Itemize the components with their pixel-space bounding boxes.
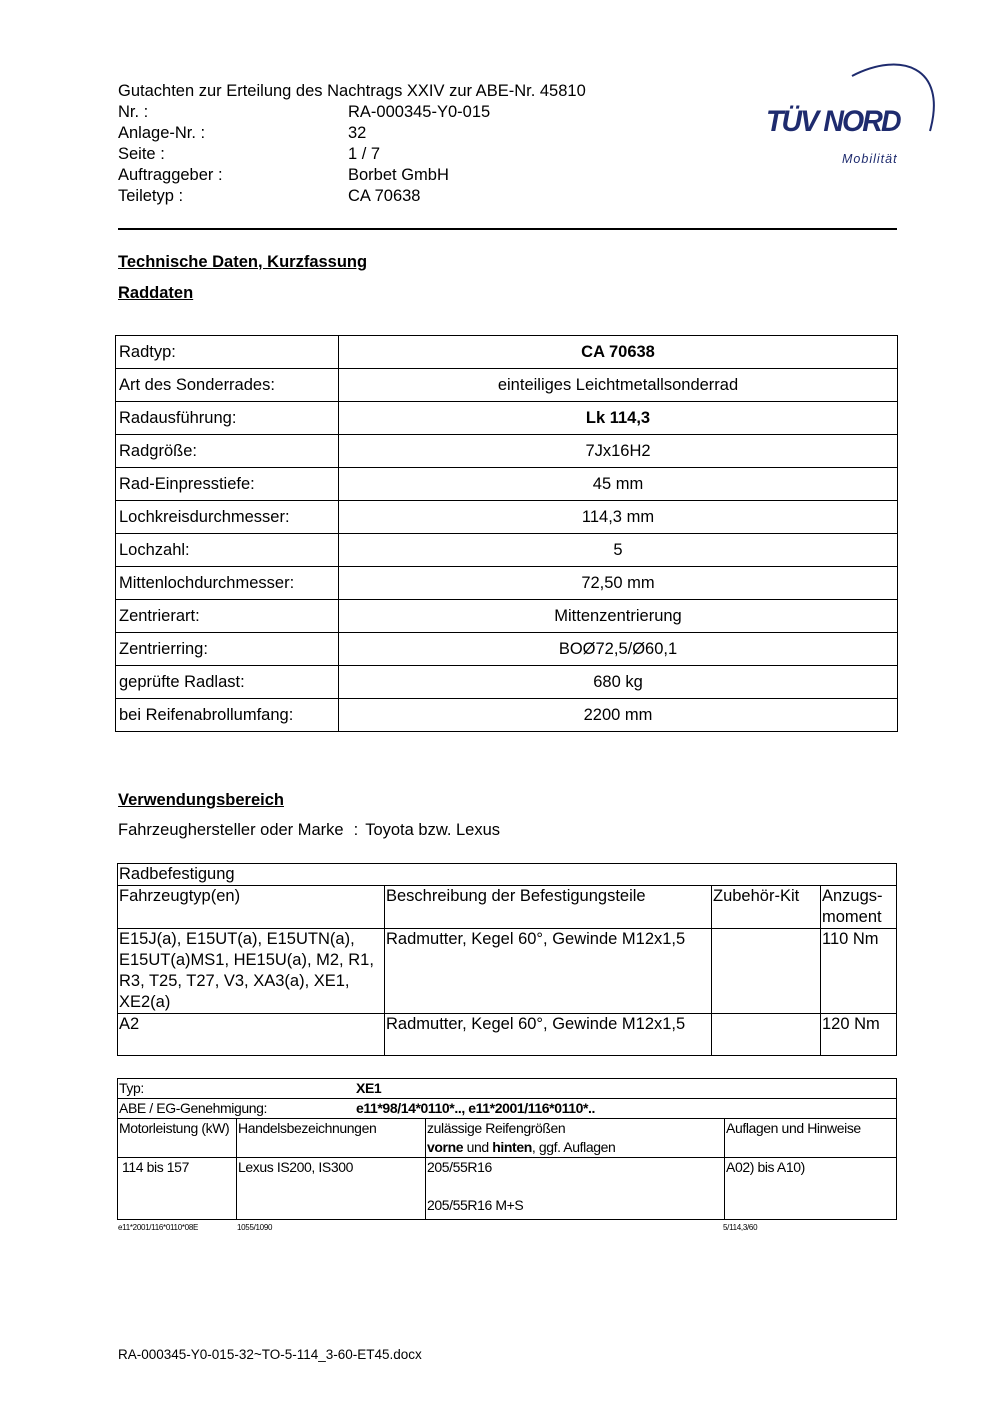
raddaten-label-cell: bei Reifenabrollumfang: bbox=[116, 699, 339, 732]
raddaten-label-cell: Radgröße: bbox=[116, 435, 339, 468]
reifen-cell bbox=[426, 1158, 725, 1220]
header-motorleistung: Motorleistung (kW) bbox=[118, 1119, 237, 1158]
handel-cell: Lexus IS200, IS300 bbox=[237, 1158, 426, 1220]
field-value-teiletyp: CA 70638 bbox=[348, 187, 421, 205]
field-label-seite: Seite : bbox=[118, 145, 165, 163]
logo-text: TÜV NORD bbox=[766, 105, 900, 138]
table-row bbox=[118, 1014, 897, 1056]
reifen-header-und: und bbox=[463, 1139, 493, 1155]
auflagen-cell: A02) bis A10) bbox=[725, 1158, 897, 1220]
tuv-nord-logo bbox=[760, 56, 945, 171]
table-row bbox=[116, 402, 898, 435]
typ-table bbox=[117, 1078, 897, 1220]
befestigung-kit-cell bbox=[712, 929, 821, 1014]
header-anzugsmoment bbox=[821, 886, 897, 929]
raddaten-value-cell: Mittenzentrierung bbox=[339, 600, 898, 633]
table-row bbox=[116, 468, 898, 501]
table-row bbox=[116, 369, 898, 402]
raddaten-label-cell: Zentrierart: bbox=[116, 600, 339, 633]
table-row bbox=[116, 699, 898, 732]
befestigung-moment-cell: 120 Nm bbox=[821, 1014, 897, 1056]
raddaten-value-cell: 114,3 mm bbox=[339, 501, 898, 534]
small-note-bolt: 5/114,3/60 bbox=[723, 1223, 758, 1232]
table-row bbox=[116, 336, 898, 369]
reifen-header-line1: zulässige Reifengrößen bbox=[427, 1120, 566, 1136]
befestigung-moment-cell: 110 Nm bbox=[821, 929, 897, 1014]
header-anzug-line2: moment bbox=[822, 908, 882, 926]
abe-cell bbox=[118, 1099, 897, 1119]
small-note-range: 1055/1090 bbox=[237, 1223, 273, 1232]
header-reifengroessen bbox=[426, 1119, 725, 1158]
raddaten-value-cell: Lk 114,3 bbox=[339, 402, 898, 435]
table-row bbox=[118, 1158, 897, 1220]
section-heading-raddaten: Raddaten bbox=[118, 284, 194, 302]
befestigung-typ-cell: A2 bbox=[118, 1014, 385, 1056]
field-value-auftraggeber: Borbet GmbH bbox=[348, 166, 449, 184]
raddaten-table bbox=[115, 335, 898, 732]
table-row bbox=[116, 435, 898, 468]
hersteller-separator: : bbox=[353, 821, 359, 839]
raddaten-value-cell: BOØ72,5/Ø60,1 bbox=[339, 633, 898, 666]
raddaten-label-cell: Radausführung: bbox=[116, 402, 339, 435]
befestigung-title-row bbox=[118, 864, 897, 886]
header-divider bbox=[118, 228, 897, 230]
small-note-genehmigung: e11*2001/116*0110*08E bbox=[118, 1223, 199, 1232]
reifen-header-vorne: vorne bbox=[427, 1139, 464, 1155]
section-heading-technische-daten: Technische Daten, Kurzfassung bbox=[118, 253, 368, 271]
logo-subtitle: Mobilität bbox=[842, 152, 898, 166]
raddaten-value-cell: 45 mm bbox=[339, 468, 898, 501]
field-label-teiletyp: Teiletyp : bbox=[118, 187, 184, 205]
header-auflagen: Auflagen und Hinweise bbox=[725, 1119, 897, 1158]
typ-header-row bbox=[118, 1119, 897, 1158]
raddaten-value-cell: 72,50 mm bbox=[339, 567, 898, 600]
header-zubehoer-kit: Zubehör-Kit bbox=[712, 886, 821, 929]
raddaten-label-cell: geprüfte Radlast: bbox=[116, 666, 339, 699]
raddaten-label-cell: Radtyp: bbox=[116, 336, 339, 369]
motor-cell: 114 bis 157 bbox=[118, 1158, 237, 1220]
abe-label: ABE / EG-Genehmigung: bbox=[119, 1100, 268, 1116]
befestigung-typ-cell: E15J(a), E15UT(a), E15UTN(a), E15UT(a)MS1, HE15U(a), M2, R1, R3, T25, T27, V3, XA3(a), XE1, XE2(a) bbox=[118, 929, 385, 1014]
raddaten-value-cell: 680 kg bbox=[339, 666, 898, 699]
section-heading-verwendungsbereich: Verwendungsbereich bbox=[118, 791, 284, 809]
field-value-nr: RA-000345-Y0-015 bbox=[348, 103, 491, 121]
typ-cell bbox=[118, 1079, 897, 1099]
table-row bbox=[116, 534, 898, 567]
field-value-seite: 1 / 7 bbox=[348, 145, 381, 163]
hersteller-line bbox=[118, 821, 500, 840]
befestigung-title: Radbefestigung bbox=[118, 864, 897, 886]
header-fahrzeugtyp: Fahrzeugtyp(en) bbox=[118, 886, 385, 929]
abe-value: e11*98/14*0110*.., e11*2001/116*0110*.. bbox=[356, 1100, 595, 1116]
reifen-header-hinten: hinten bbox=[492, 1139, 532, 1155]
raddaten-value-cell: 2200 mm bbox=[339, 699, 898, 732]
field-value-anlage: 32 bbox=[348, 124, 367, 142]
field-label-anlage: Anlage-Nr. : bbox=[118, 124, 206, 142]
header-beschreibung: Beschreibung der Befestigungsteile bbox=[385, 886, 712, 929]
typ-value: XE1 bbox=[356, 1080, 382, 1096]
hersteller-value: Toyota bzw. Lexus bbox=[365, 821, 501, 839]
reifen-header-rest: , ggf. Auflagen bbox=[531, 1139, 616, 1155]
befestigung-kit-cell bbox=[712, 1014, 821, 1056]
table-row bbox=[116, 567, 898, 600]
table-row bbox=[116, 501, 898, 534]
raddaten-label-cell: Zentrierring: bbox=[116, 633, 339, 666]
header-handelsbezeichnungen: Handelsbezeichnungen bbox=[237, 1119, 426, 1158]
table-row bbox=[116, 633, 898, 666]
document-title: Gutachten zur Erteilung des Nachtrags XXIV zur ABE-Nr. 45810 bbox=[118, 82, 586, 100]
abe-row bbox=[118, 1099, 897, 1119]
raddaten-value-cell: 5 bbox=[339, 534, 898, 567]
table-row bbox=[116, 600, 898, 633]
field-label-auftraggeber: Auftraggeber : bbox=[118, 166, 223, 184]
typ-label: Typ: bbox=[119, 1080, 144, 1096]
typ-row bbox=[118, 1079, 897, 1099]
field-label-nr: Nr. : bbox=[118, 103, 149, 121]
raddaten-value-cell: 7Jx16H2 bbox=[339, 435, 898, 468]
befestigung-desc-cell: Radmutter, Kegel 60°, Gewinde M12x1,5 bbox=[385, 929, 712, 1014]
raddaten-label-cell: Art des Sonderrades: bbox=[116, 369, 339, 402]
raddaten-value-cell: einteiliges Leichtmetallsonderrad bbox=[339, 369, 898, 402]
raddaten-label-cell: Lochkreisdurchmesser: bbox=[116, 501, 339, 534]
hersteller-label: Fahrzeughersteller oder Marke bbox=[118, 821, 344, 839]
raddaten-label-cell: Mittenlochdurchmesser: bbox=[116, 567, 339, 600]
table-row bbox=[116, 666, 898, 699]
raddaten-value-cell: CA 70638 bbox=[339, 336, 898, 369]
raddaten-label-cell: Lochzahl: bbox=[116, 534, 339, 567]
raddaten-label-cell: Rad-Einpresstiefe: bbox=[116, 468, 339, 501]
befestigung-header-row bbox=[118, 886, 897, 929]
footer-filename: RA-000345-Y0-015-32~TO-5-114_3-60-ET45.docx bbox=[118, 1347, 422, 1362]
radbefestigung-table bbox=[117, 863, 897, 1056]
befestigung-desc-cell: Radmutter, Kegel 60°, Gewinde M12x1,5 bbox=[385, 1014, 712, 1056]
table-row bbox=[118, 929, 897, 1014]
header-anzug-line1: Anzugs- bbox=[822, 887, 883, 905]
reifen-value-1: 205/55R16 bbox=[427, 1159, 492, 1175]
reifen-value-2: 205/55R16 M+S bbox=[427, 1197, 524, 1213]
